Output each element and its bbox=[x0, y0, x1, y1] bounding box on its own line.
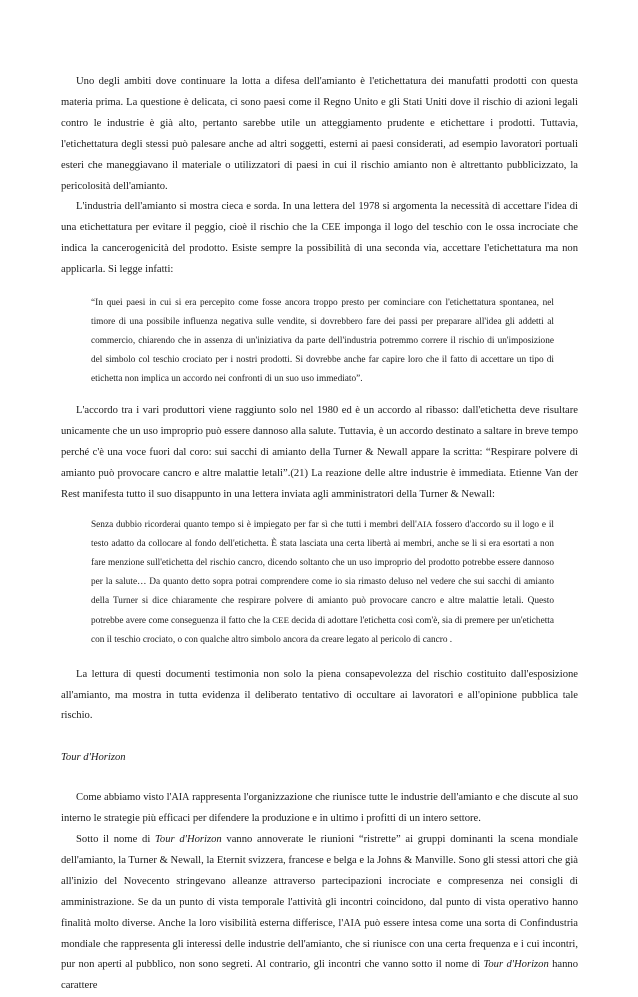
paragraph-tour-dhorizon: Sotto il nome di Tour d'Horizon vanno annoverate le riunioni “ristrette” ai gruppi dominanti la scena mondiale dell'amianto, la Turner & Newall, la Eternit svizzera, francese e belga e la Johns & Manville. Sono gli stessi attori che già all'inizio del Novecento stringevano alleanze attraverso partecipazioni incrociate e compresenza nei consigli di amministrazione. Se da un punto di vista temporale l'attività gli incontri coincidono, dal punto di vista operativo hanno finalità molto diverse. Anche la loro visibilità esterna differisce, l'AIA può essere intesa come una sorta di Confindustria mondiale che rappresenta gli interessi delle industrie dell'amianto, che si riunisce con una certa frequenza e i cui incontri, pur non aperti al pubblico, non sono segreti. Al contrario, gli incontri che vanno sotto il nome di Tour d'Horizon hanno carattere bbox=[61, 834, 579, 992]
paragraph-aia: Come abbiamo visto l'AIA rappresenta l'organizzazione che riunisce tutte le industrie dell'amianto e che discute al suo interno le strategie più efficaci per difendere la produzione e in ultimo i profitti di un intero settore. bbox=[61, 792, 578, 825]
paragraph-agreement-1980: L'accordo tra i vari produttori viene raggiunto solo nel 1980 ed è un accordo al ribasso: dall'etichetta deve risultare unicamente che un uso improprio può essere dannoso alla salute. Tuttavia, è un accordo destinato a saltare in breve tempo perché c'è una voce fuori dal coro: sui sacchi di amianto della Turner & Newall appare la scritta: “Respirare polvere di amianto può provocare cancro e altre malattie letali”.(21) La reazione delle altre industrie è immediata. Etienne Van der Rest manifesta tutto il suo disappunto in una lettera inviata agli amministratori della Turner & Newall: bbox=[61, 405, 578, 500]
section-heading: Tour d'Horizon bbox=[61, 752, 126, 764]
paragraph-documents-reading: La lettura di questi documenti testimonia non solo la piena consapevolezza del rischio costituito dall'esposizione all'amianto, ma mostra in tutta evidenza il deliberato tentativo di occultare ai lavoratori e all'opinione pubblica tale rischio. bbox=[61, 668, 578, 722]
paragraph-labelling: Uno degli ambiti dove continuare la lotta a difesa dell'amianto è l'etichettatura dei manufatti prodotti con questa materia prima. La questione è delicata, ci sono paesi come il Regno Unito e gli Stati Uniti dove il rischio di azioni legali contro le industrie è già alto, pertanto sarebbe utile un atteggiamento prudente e etichettare i prodotti. Tuttavia, l'etichettatura degli stessi può palesare anche ad altri soggetti, esterni ai paesi considerati, ad esempio lavoratori portuali esteri che maneggiavano il materiale o utilizzatori di paesi in cui il rischio amianto non è altrettanto pubblicizzato, la pericolosità dell'amianto. bbox=[61, 76, 578, 192]
block-quote-letter-1978: “In quei paesi in cui si era percepito come fosse ancora troppo presto per cominciare con l'etichettatura spontanea, nel timore di una possibile influenza negativa sulle vendite, si dovrebbero fare dei passi per preparare all'idea gli addetti al commercio, chiarendo che in assenza di un'iniziativa da parte dell'industria potremmo correre il rischio di un'imposizione del simbolo col teschio crociato per i nostri prodotti. Si dovrebbe anche far capire loro che il fatto di accettare un tipo di etichetta non implica un accordo nei confronti di un suo uso immediato”. bbox=[91, 298, 554, 385]
block-quote-van-der-rest: Senza dubbio ricorderai quanto tempo si è impiegato per far sì che tutti i membri dell'AIA fossero d'accordo su il logo e il testo adatto da collocare al fondo dell'etichetta. È stata lasciata una certa libertà ai membri, anche se li si era esortati a non fare menzione sull'etichetta del rischio cancro, dicendo soltanto che un uso improprio del prodotto potrebbe essere dannoso per la salute… Da quanto detto sopra potrai comprendere come io sia rimasto deluso nel vedere che sui sacchi di amianto della Turner si dice chiaramente che respirare polvere di amianto può provocare cancro e altre malattie letali. Questo potrebbe avere come conseguenza il fatto che la CEE decida di adottare l'etichetta così com'è, sia di premere per un'etichetta con il teschio crociato, o con qualche altro simbolo ancora da creare legato al pericolo di cancro . bbox=[91, 518, 555, 645]
paragraph-industry-blind: L'industria dell'amianto si mostra cieca e sorda. In una lettera del 1978 si argomenta la necessità di accettare l'idea di una etichettatura per evitare il peggio, cioè il rischio che la CEE imponga il logo del teschio con le ossa incrociate che indica la cancerogenicità del prodotto. Esiste sempre la possibilità di una seconda via, accettare l'etichettatura ma non applicarla. Si legge infatti: bbox=[61, 201, 578, 276]
